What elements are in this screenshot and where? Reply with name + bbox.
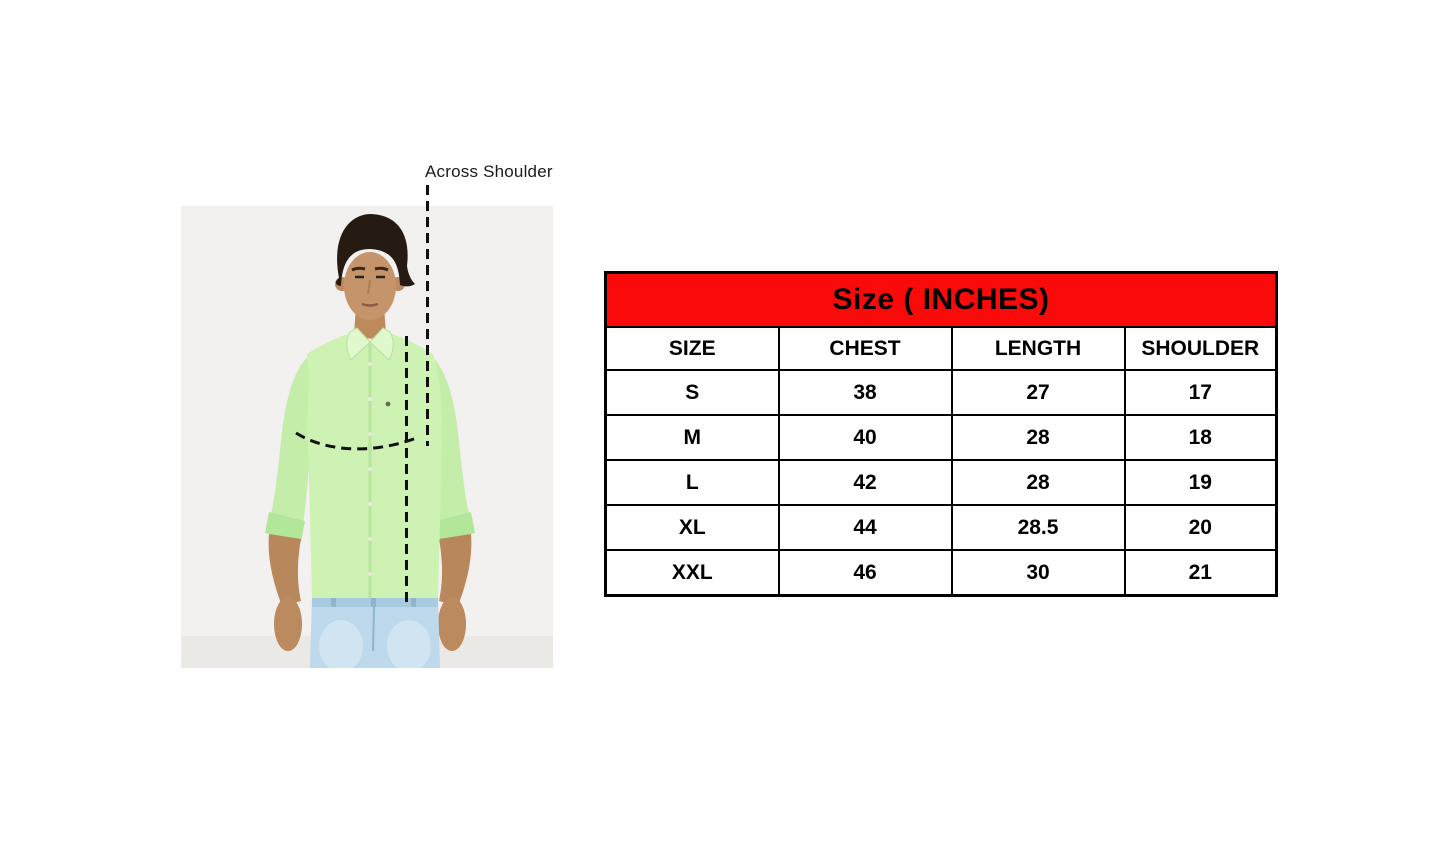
- size-chart-table: [604, 271, 1278, 597]
- column-header-shoulder: SHOULDER: [1125, 327, 1277, 370]
- size-chart: [604, 271, 1275, 597]
- column-header-size: SIZE: [606, 327, 779, 370]
- size-cell: XXL: [606, 550, 779, 596]
- length-cell: 27: [952, 370, 1125, 415]
- shoulder-cell: 17: [1125, 370, 1277, 415]
- chest-cell: 46: [779, 550, 952, 596]
- chest-cell: 38: [779, 370, 952, 415]
- chest-cell: 42: [779, 460, 952, 505]
- size-cell: S: [606, 370, 779, 415]
- chest-cell: 44: [779, 505, 952, 550]
- size-row-xxl: [606, 550, 1277, 596]
- length-cell: 28: [952, 460, 1125, 505]
- man-in-green-shirt-illustration: [181, 206, 553, 668]
- size-cell: XL: [606, 505, 779, 550]
- size-row-l: [606, 460, 1277, 505]
- size-chart-title-row: [606, 273, 1277, 328]
- size-cell: M: [606, 415, 779, 460]
- column-header-chest: CHEST: [779, 327, 952, 370]
- product-photo: [181, 206, 553, 668]
- size-row-m: [606, 415, 1277, 460]
- size-row-xl: [606, 505, 1277, 550]
- column-header-length: LENGTH: [952, 327, 1125, 370]
- size-row-s: [606, 370, 1277, 415]
- shoulder-cell: 19: [1125, 460, 1277, 505]
- across-shoulder-label: Across Shoulder: [425, 162, 553, 181]
- chest-cell: 40: [779, 415, 952, 460]
- size-chart-title: Size ( INCHES): [606, 273, 1277, 328]
- length-cell: 30: [952, 550, 1125, 596]
- length-cell: 28: [952, 415, 1125, 460]
- shoulder-cell: 20: [1125, 505, 1277, 550]
- length-cell: 28.5: [952, 505, 1125, 550]
- size-chart-header-row: [606, 327, 1277, 370]
- shoulder-cell: 18: [1125, 415, 1277, 460]
- shoulder-cell: 21: [1125, 550, 1277, 596]
- size-cell: L: [606, 460, 779, 505]
